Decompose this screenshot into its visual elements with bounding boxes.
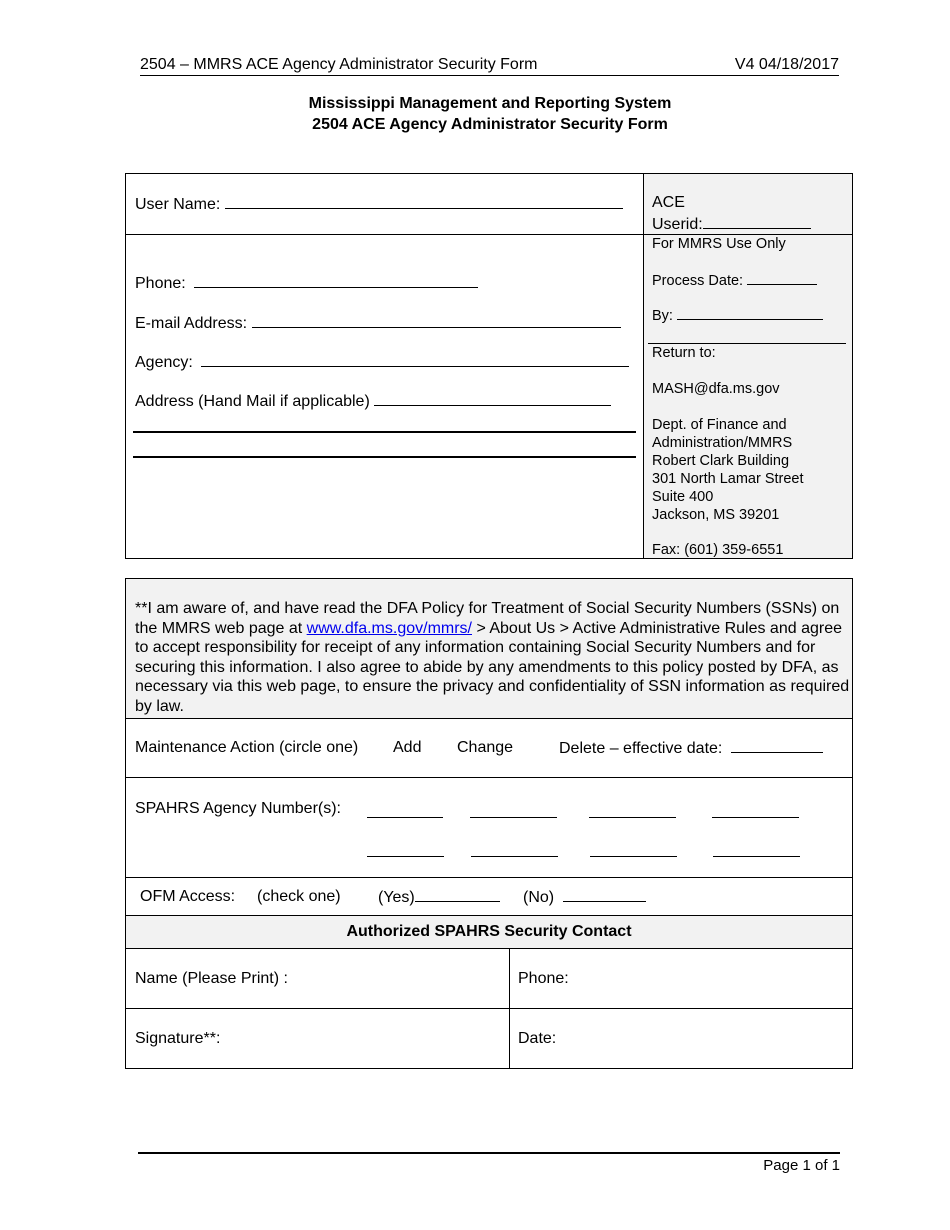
spahrs-label: SPAHRS Agency Number(s):: [135, 800, 341, 817]
agency-number-line[interactable]: [367, 843, 444, 857]
address-line-2[interactable]: [133, 431, 636, 433]
effective-date-line[interactable]: [731, 739, 823, 753]
agency-number-line[interactable]: [589, 804, 676, 818]
return-address-line: Jackson, MS 39201: [652, 507, 780, 523]
return-to-label: Return to:: [652, 345, 716, 361]
by-field[interactable]: [652, 306, 823, 324]
user-name-line[interactable]: [225, 195, 623, 209]
by-label: By:: [652, 308, 673, 324]
address-line[interactable]: [374, 392, 611, 406]
page-number: Page 1 of 1: [763, 1157, 840, 1174]
mmrs-policy-link[interactable]: www.dfa.ms.gov/mmrs/: [306, 619, 472, 637]
divider: [126, 777, 852, 778]
return-address-line: Robert Clark Building: [652, 453, 790, 469]
divider: [126, 718, 852, 719]
divider: [126, 877, 852, 878]
return-address-line: 301 North Lamar Street: [652, 471, 804, 487]
agency-line[interactable]: [201, 353, 629, 367]
user-name-field[interactable]: [135, 195, 623, 214]
agency-number-line[interactable]: [471, 843, 558, 857]
address-field[interactable]: [135, 392, 611, 411]
ofm-yes-line[interactable]: [415, 888, 500, 902]
ofm-no-option[interactable]: [523, 888, 646, 907]
return-fax: Fax: (601) 359-6551: [652, 542, 784, 558]
return-email: MASH@dfa.ms.gov: [652, 381, 780, 397]
ofm-yes-label: (Yes): [378, 889, 415, 906]
agency-label: Agency:: [135, 354, 193, 371]
user-name-label: User Name:: [135, 196, 221, 213]
mmrs-use-only: For MMRS Use Only: [652, 236, 786, 252]
agency-number-line[interactable]: [590, 843, 677, 857]
address-line-3[interactable]: [133, 456, 636, 458]
phone-field[interactable]: [135, 274, 478, 293]
ace-label: ACE: [652, 194, 685, 211]
page-footer: [138, 1152, 840, 1174]
email-field[interactable]: [135, 314, 621, 333]
policy-statement: [135, 599, 850, 717]
return-address-line: Administration/MMRS: [652, 435, 793, 451]
agency-number-line[interactable]: [470, 804, 557, 818]
email-label: E-mail Address:: [135, 315, 248, 332]
process-date-label: Process Date:: [652, 273, 744, 289]
phone-label: Phone:: [135, 275, 186, 292]
ofm-yes-option[interactable]: [378, 888, 500, 907]
delete-label: Delete – effective date:: [559, 740, 723, 757]
userid-line[interactable]: [703, 215, 811, 229]
ofm-check-one: (check one): [257, 888, 341, 905]
address-label: Address (Hand Mail if applicable): [135, 393, 370, 410]
ofm-no-label: (No): [523, 889, 555, 906]
policy-text: > About Us > Active Administrative Rules and agree to accept responsibility for receipt of any information containing Social Security Numbers and for securing this information. I also agree to abide by any amendments to this policy posted by DFA, as necessary via this web page, to ensure the privacy and confidentiality of SSN information as required by law.: [135, 619, 850, 715]
return-address-line: Dept. of Finance and: [652, 417, 787, 433]
page-subtitle: 2504 ACE Agency Administrator Security Form: [312, 116, 668, 133]
signature-field[interactable]: Signature**:: [135, 1030, 221, 1047]
agency-field[interactable]: [135, 353, 629, 372]
by-line[interactable]: [677, 306, 823, 320]
divider: [126, 1008, 852, 1009]
ofm-no-line[interactable]: [563, 888, 646, 902]
divider: [126, 234, 852, 235]
page-title: Mississippi Management and Reporting System: [308, 95, 672, 112]
agency-number-line[interactable]: [713, 843, 800, 857]
ofm-label: OFM Access:: [140, 888, 236, 905]
maintenance-label: Maintenance Action (circle one): [135, 739, 359, 756]
process-date-line[interactable]: [747, 271, 817, 285]
email-line[interactable]: [252, 314, 621, 328]
user-info-section: [125, 173, 853, 559]
divider: [648, 343, 846, 344]
process-date-field[interactable]: [652, 271, 817, 289]
page-header: [140, 56, 839, 76]
agency-number-line[interactable]: [367, 804, 443, 818]
contact-name-field[interactable]: Name (Please Print) :: [135, 970, 288, 987]
contact-date-field[interactable]: Date:: [518, 1030, 557, 1047]
authorization-section: [125, 578, 853, 1069]
phone-line[interactable]: [194, 274, 478, 288]
maintenance-change-option[interactable]: Change: [457, 739, 514, 756]
divider: [126, 948, 852, 949]
maintenance-delete-option[interactable]: [559, 739, 823, 758]
contact-phone-field[interactable]: Phone:: [518, 970, 569, 987]
maintenance-add-option[interactable]: Add: [393, 739, 422, 756]
agency-number-line[interactable]: [712, 804, 799, 818]
contact-heading: Authorized SPAHRS Security Contact: [346, 923, 632, 940]
ace-userid-field[interactable]: [652, 215, 811, 234]
return-address-line: Suite 400: [652, 489, 714, 505]
policy-text: **I am aware of, and have read the DFA Policy for Treatment of Social Security Numbers (SSNs) on the MMRS web page at: [135, 600, 840, 637]
userid-label: Userid:: [652, 216, 703, 233]
header-version: V4 04/18/2017: [734, 56, 839, 73]
header-form-title: 2504 – MMRS ACE Agency Administrator Security Form: [140, 56, 538, 73]
